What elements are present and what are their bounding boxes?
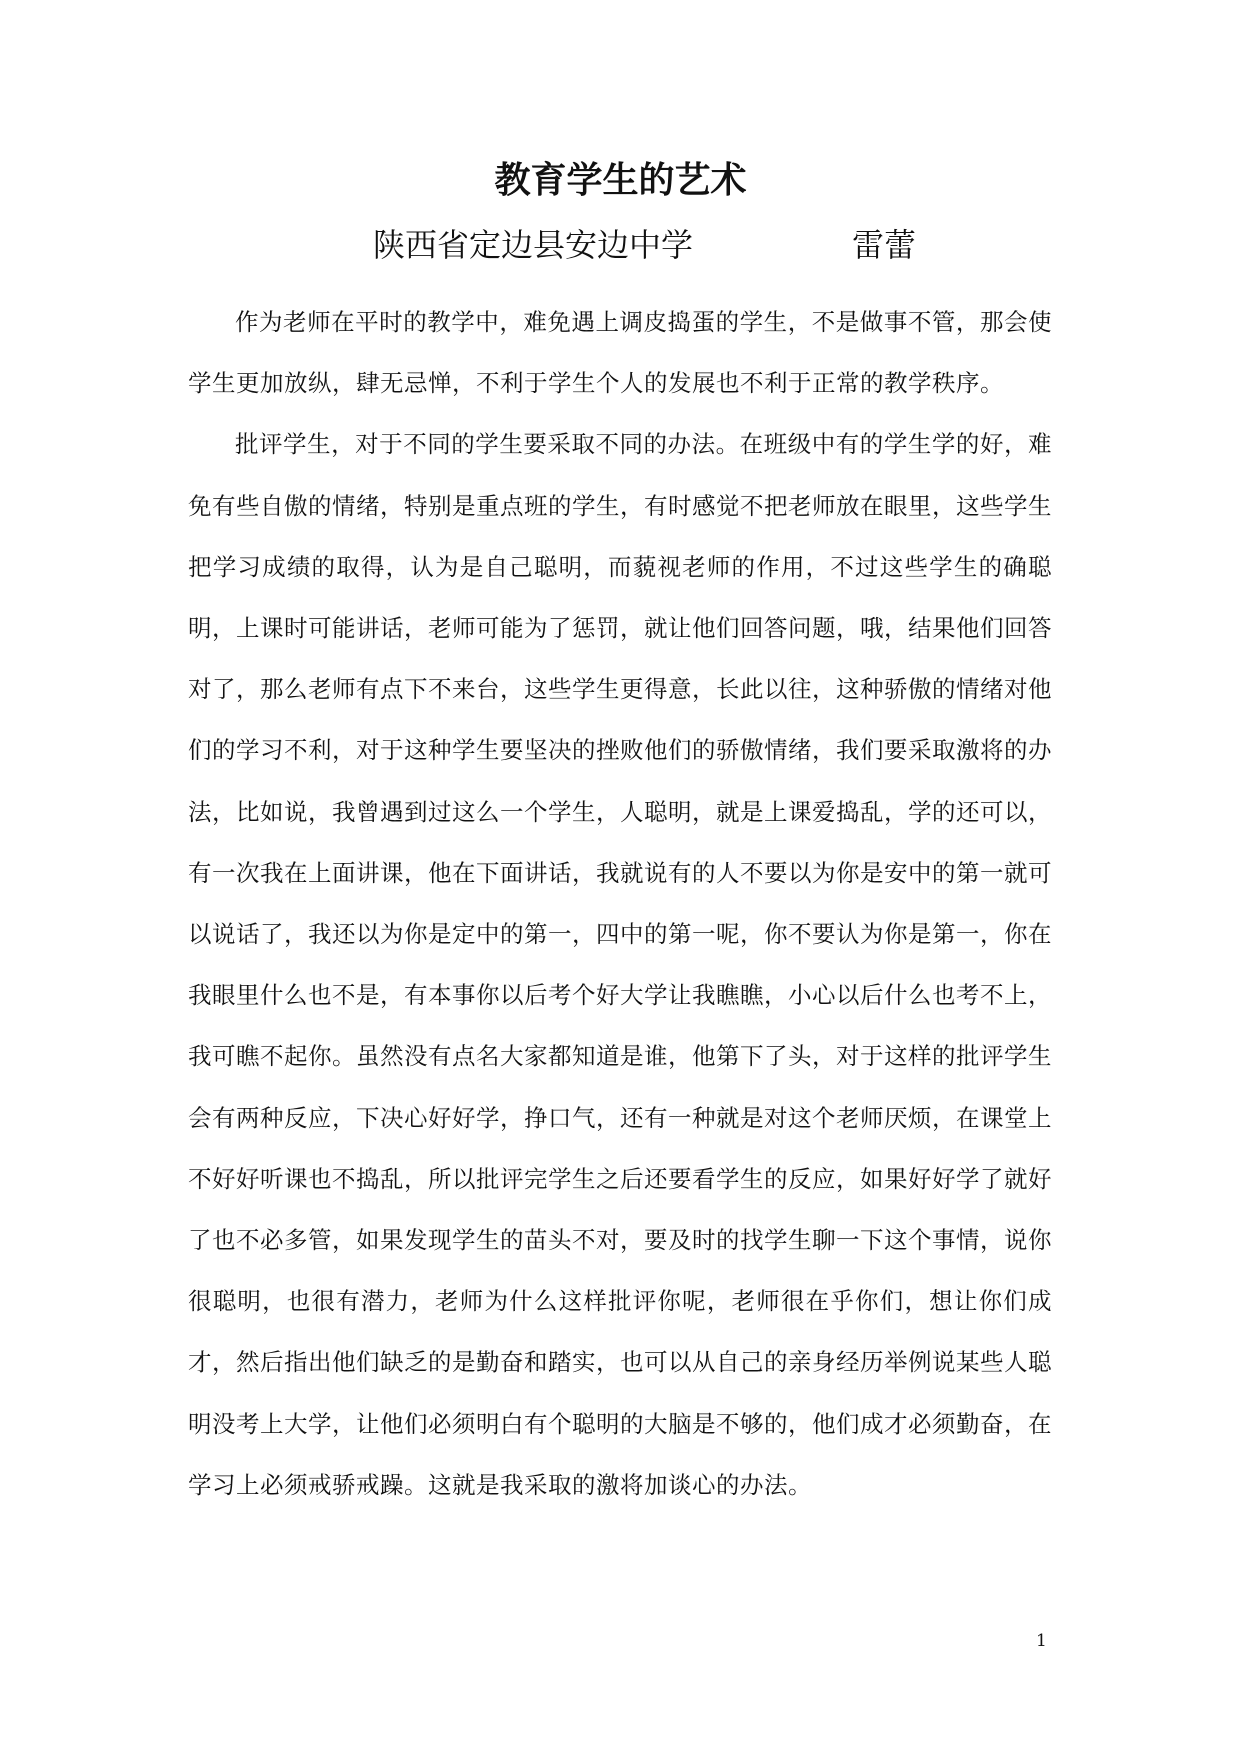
document-body: [188, 292, 1052, 1516]
author-school: 陕西省定边县安边中学: [373, 226, 694, 264]
paragraph: 作为老师在平时的教学中，难免遇上调皮捣蛋的学生，不是做事不管，那会使学生更加放纵，肆无忌惮，不利于学生个人的发展也不利于正常的教学秩序。: [188, 308, 1052, 398]
page-number: 1: [1036, 1631, 1047, 1651]
author-name: 雷蕾: [852, 226, 917, 264]
document-title: 教育学生的艺术: [494, 159, 747, 201]
paragraph: 批评学生，对于不同的学生要采取不同的办法。在班级中有的学生学的好，难免有些自傲的情绪，特别是重点班的学生，有时感觉不把老师放在眼里，这些学生把学习成绩的取得，认为是自己聪明，而藐视老师的作用，不过这些学生的确聪明，上课时可能讲话，老师可能为了惩罚，就让他们回答问题，哦，结果他们回答对了，那么老师有点下不来台，这些学生更得意，长此以往，这种骄傲的情绪对他们的学习不利，对于这种学生要坚决的挫败他们的骄傲情绪，我们要采取激将的办法，比如说，我曾遇到过这么一个学生，人聪明，就是上课爱捣乱，学的还可以，有一次我在上面讲课，他在下面讲话，我就说有的人不要以为你是安中的第一就可以说话了，我还以为你是定中的第一，四中的第一呢，你不要认为你是第一，你在我眼里什么也不是，有本事你以后考个好大学让我瞧瞧，小心以后什么也考不上，我可瞧不起你。虽然没有点名大家都知道是谁，他第下了头，对于这样的批评学生会有两种反应，下决心好好学，挣口气，还有一种就是对这个老师厌烦，在课堂上不好好听课也不捣乱，所以批评完学生之后还要看学生的反应，如果好好学了就好了也不必多管，如果发现学生的苗头不对，要及时的找学生聊一下这个事情，说你很聪明，也很有潜力，老师为什么这样批评你呢，老师很在乎你们，想让你们成才，然后指出他们缺乏的是勤奋和踏实，也可以从自己的亲身经历举例说某些人聪明没考上大学，让他们必须明白有个聪明的大脑是不够的，他们成才必须勤奋，在学习上必须戒骄戒躁。这就是我采取的激将加谈心的办法。: [188, 430, 1052, 1499]
